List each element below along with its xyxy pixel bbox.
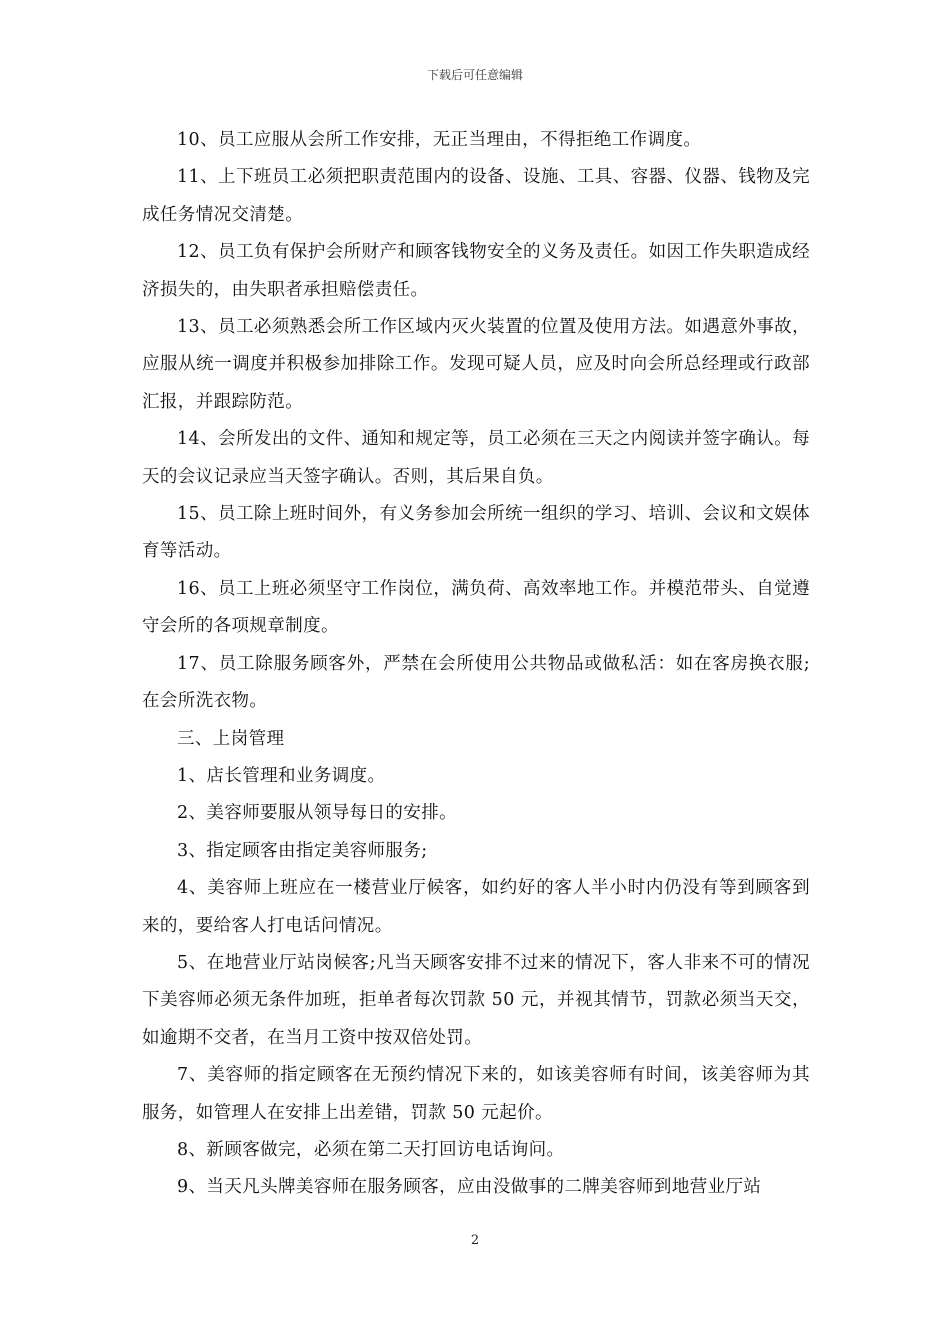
page-header: 下载后可任意编辑 [426,68,523,82]
paragraph-duty-3: 3、指定顾客由指定美容师服务; [177,840,428,861]
paragraph-duty-1: 1、店长管理和业务调度。 [177,765,386,786]
paragraph-rule-11: 11、上下班员工必须把职责范围内的设备、设施、工具、容器、仪器、钱物及完成任务情况交清楚。 [142,167,810,225]
paragraph-rule-15: 15、员工除上班时间外，有义务参加会所统一组织的学习、培训、会议和文娱体育等活动。 [142,504,810,562]
paragraph-rule-17: 17、员工除服务顾客外，严禁在会所使用公共物品或做私活：如在客房换衣服;在会所洗衣物。 [142,653,810,712]
paragraph-rule-10: 10、员工应服从会所工作安排，无正当理由，不得拒绝工作调度。 [177,130,702,150]
page-number: 2 [470,1233,480,1248]
section-heading: 三、上岗管理 [177,728,285,749]
paragraph-duty-2: 2、美容师要服从领导每日的安排。 [177,803,458,824]
paragraph-duty-9: 9、当天凡头牌美容师在服务顾客，应由没做事的二牌美容师到地营业厅站 [177,1177,762,1198]
paragraph-rule-12: 12、员工负有保护会所财产和顾客钱物安全的义务及责任。如因工作失职造成经济损失的，由失职者承担赔偿责任。 [142,242,810,300]
paragraph-duty-8: 8、新顾客做完，必须在第二天打回访电话询问。 [177,1139,565,1160]
document-body [142,122,810,1207]
paragraph-duty-5: 5、在地营业厅站岗候客;凡当天顾客安排不过来的情况下，客人非来不可的情况下美容师必须无条件加班，拒单者每次罚款 50 元，并视其情节，罚款必须当天交，如逾期不交者，在当月工资中按双倍处罚。 [142,952,810,1048]
paragraph-duty-4: 4、美容师上班应在一楼营业厅候客，如约好的客人半小时内仍没有等到顾客到来的，要给客人打电话问情况。 [142,878,810,936]
paragraph-rule-16: 16、员工上班必须坚守工作岗位，满负荷、高效率地工作。并模范带头、自觉遵守会所的各项规章制度。 [142,578,810,637]
paragraph-duty-7: 7、美容师的指定顾客在无预约情况下来的，如该美容师有时间，该美容师为其服务，如管理人在安排上出差错，罚款 50 元起价。 [142,1065,810,1123]
paragraph-rule-14: 14、会所发出的文件、通知和规定等，员工必须在三天之内阅读并签字确认。每天的会议记录应当天签字确认。否则，其后果自负。 [142,429,810,487]
paragraph-rule-13: 13、员工必须熟悉会所工作区域内灭火装置的位置及使用方法。如遇意外事故，应服从统一调度并积极参加排除工作。发现可疑人员，应及时向会所总经理或行政部汇报，并跟踪防范。 [142,317,810,412]
